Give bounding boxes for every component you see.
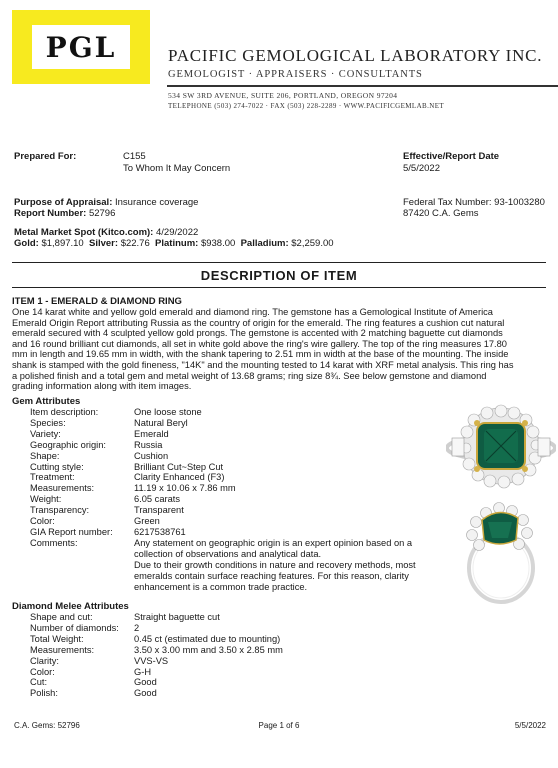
item-description [12,307,548,392]
report-number: 52796 [88,208,116,219]
description-line: grading information along with item images. [12,381,192,392]
attribute-key: Shape: [30,450,60,461]
silver-label: Silver: [89,238,119,249]
footer-date: 5/5/2022 [514,721,546,730]
attribute-key: Clarity: [30,655,59,666]
description-line: emerald secured with 4 sculpted yellow gold prongs. The gemstone is accented with 2 matching baguette cut diamonds [12,328,503,339]
platinum-price: $938.00 [200,238,236,249]
attribute-row [30,429,450,440]
attribute-row [30,483,450,494]
page-number: Page 1 of 6 [258,721,300,730]
comment-line: emeralds contain surface reaching features. For this reason, clarity [134,570,409,581]
attribute-value: Brilliant Cut~Step Cut [134,461,224,472]
description-line: Emerald Origin Report attributing Russia as the country of origin for the emerald. The ring features a cushion cut natural [12,317,505,328]
attribute-key: Measurements: [30,644,95,655]
metal-spot-date: 4/29/2022 [156,227,199,238]
logo-inner [32,25,130,69]
report-date: 5/5/2022 [403,163,440,174]
diamond-attributes-table [30,612,450,699]
description-line: shank is stamped with the gold fineness, "14K" and the mounting tested to 14 karat with XRF metal analysis. This ring has [12,359,514,370]
palladium-price: $2,259.00 [291,238,334,249]
attribute-key: Transparency: [30,505,90,516]
attribute-row [30,634,450,645]
attribute-row [30,494,450,505]
attribute-row [30,505,450,516]
attribute-value: Transparent [134,505,184,516]
gold-label: Gold: [14,238,39,249]
attribute-value: Good [134,688,157,699]
attribute-value: G-H [134,666,152,677]
report-number-label: Report Number: [14,208,87,219]
client-code: C155 [123,151,146,162]
attribute-row [30,472,450,483]
description-line: and 16 round brilliant cut diamonds, all set in white gold above the ring's wire gallery. The top of the ring measures 17.80 [12,338,507,349]
attribute-key: Item description: [30,407,99,417]
attribute-value: Green [134,516,160,527]
attribute-value: Natural Beryl [134,417,188,428]
federal-tax-number: Federal Tax Number: 93-1003280 [403,197,545,208]
attribute-row [30,645,450,656]
purpose-line [14,197,198,208]
attribute-row [30,623,450,634]
platinum-label: Platinum: [155,238,199,249]
attribute-value: 11.19 x 10.06 x 7.86 mm [134,483,236,494]
pgl-logo [12,10,150,84]
metal-spot-label: Metal Market Spot (Kitco.com): [14,227,154,238]
company-phone: TELEPHONE (503) 274-7022 · FAX (503) 228-2289 · WWW.PACIFICGEMLAB.NET [168,102,445,110]
company-tagline: GEMOLOGIST · APPRAISERS · CONSULTANTS [168,69,423,80]
attribute-key: Geographic origin: [30,439,106,450]
comment-line: Due to their growth conditions in nature and recovery methods, most [134,559,416,570]
metal-prices-line [14,238,334,249]
attribute-key: Color: [30,666,55,677]
metal-spot-line [14,227,198,238]
attribute-key: Number of diamonds: [30,622,119,633]
comment-line: enhancement is a common trade practice. [134,581,308,592]
comment-line: collection of observations and analytical data. [134,548,322,559]
attribute-value: Clarity Enhanced (F3) [134,472,225,483]
attribute-key: Shape and cut: [30,612,93,622]
ring-top-view [446,398,556,498]
header-divider [167,85,558,87]
attribute-row [30,451,450,462]
attribute-value: Cushion [134,450,169,461]
attribute-value: VVS-VS [134,655,169,666]
description-bottom-rule [12,287,546,288]
description-line: One 14 karat white and yellow gold emerald and diamond ring. The gemstone has a Gemological Institute of America [12,307,493,317]
attribute-value: 6.05 carats [134,494,180,505]
attribute-row [30,462,450,473]
attribute-row [30,656,450,667]
description-line: mm in length and 19.65 mm in width, with the shank tapering to 2.51 mm in width at the base of the mounting. The inside [12,349,509,360]
attribute-key: Weight: [30,494,62,505]
attribute-key: Cut: [30,677,48,688]
description-top-rule [12,262,546,263]
description-title: DESCRIPTION OF ITEM [200,268,358,283]
gem-attributes-title: Gem Attributes [12,396,81,407]
attribute-value: 2 [134,622,140,633]
ring-side-view [446,498,556,608]
comment-line: Any statement on geographic origin is an expert opinion based on a [134,537,413,548]
company-name: PACIFIC GEMOLOGICAL LABORATORY INC. [168,46,543,65]
attribute-key: Total Weight: [30,633,84,644]
client-name: To Whom It May Concern [123,163,231,174]
silver-price: $22.76 [120,238,150,249]
attribute-key: Measurements: [30,483,95,494]
attribute-value: 3.50 x 3.00 mm and 3.50 x 2.85 mm [134,644,283,655]
attribute-value: Good [134,677,157,688]
attribute-key: GIA Report number: [30,526,113,537]
item-title: ITEM 1 - EMERALD & DIAMOND RING [12,296,182,307]
diamond-attributes-title: Diamond Melee Attributes [12,601,129,612]
attribute-row [30,688,450,699]
attribute-value: 0.45 ct (estimated due to mounting) [134,633,281,644]
ring-photos [446,398,556,608]
report-date-label: Effective/Report Date [403,151,500,162]
attribute-key: Color: [30,516,55,527]
purpose-label: Purpose of Appraisal: [14,197,113,208]
comments-label: Comments: [30,537,78,548]
attribute-key: Species: [30,417,66,428]
report-number-line [14,208,115,219]
attribute-value: Russia [134,439,163,450]
attribute-key: Variety: [30,428,61,439]
attribute-value: 6217538761 [134,526,186,537]
attribute-key: Cutting style: [30,461,84,472]
palladium-label: Palladium: [240,238,289,249]
attribute-key: Treatment: [30,472,75,483]
attribute-value: Straight baguette cut [134,612,220,622]
footer-reference: C.A. Gems: 52796 [14,721,80,730]
comments-text [134,538,450,593]
attribute-row [30,527,450,538]
attribute-row [30,667,450,678]
attribute-value: One loose stone [134,407,202,417]
attribute-row [30,677,450,688]
comments-row [30,538,450,593]
attribute-row [30,440,450,451]
attribute-value: Emerald [134,428,169,439]
attribute-row [30,612,450,623]
attribute-row [30,407,450,418]
company-address: 534 SW 3RD AVENUE, SUITE 206, PORTLAND, OREGON 97204 [168,91,398,100]
logo-text: PGL [45,30,117,64]
gem-attributes-table [30,407,450,592]
attribute-row [30,516,450,527]
purpose-value: Insurance coverage [115,197,199,208]
gems-reference: 87420 C.A. Gems [403,208,479,219]
attribute-row [30,418,450,429]
description-line: a polished finish and a total gem and metal weight of 13.68 grams; ring size 8¾. See below gemstone and diamond [12,370,487,381]
prepared-for-label: Prepared For: [14,151,77,162]
gold-price: $1,897.10 [41,238,84,249]
attribute-key: Polish: [30,688,58,699]
